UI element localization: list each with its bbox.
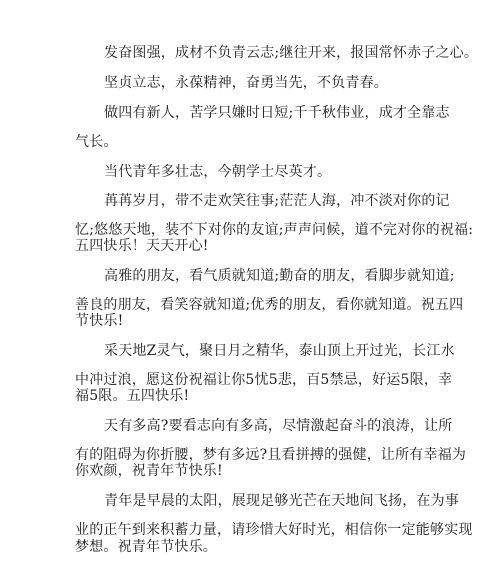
text-line: 高雅的朋友，看气质就知道;勤奋的朋友，看脚步就知道;	[104, 268, 455, 284]
text-line: 福5限。五四快乐!	[75, 388, 190, 404]
text-line: 天有多高?要看志向有多高，尽情激起奋斗的浪涛，让所	[104, 418, 453, 434]
text-line: 做四有新人，苦学只嫌时日短;千千秋伟业，成才全靠志	[104, 105, 450, 121]
text-line: 梦想。祝青年节快乐。	[75, 539, 217, 555]
text-line: 五四快乐！天天开心!	[75, 238, 209, 254]
text-line: 善良的朋友，看笑容就知道;优秀的朋友，看你就知道。祝五四	[75, 297, 464, 313]
text-line: 有的阻碍为你折腰，梦有多远?且看拼搏的强健，让所有幸福为	[75, 447, 467, 463]
text-line: 采天地Z灵气，聚日月之精华，泰山顶上开过光，长江水	[104, 343, 455, 359]
text-line: 中冲过浪，愿这份祝福让你5忧5悲，百5禁忌，好运5限，幸	[75, 372, 453, 388]
text-line: 当代青年多壮志，今朝学士尽英才。	[104, 164, 332, 180]
text-line: 发奋图强，成材不负青云志;继往开来，报国常怀赤子之心。	[104, 45, 479, 61]
text-line: 苒苒岁月，带不走欢笑往事;茫茫人海，冲不淡对你的记	[104, 193, 450, 209]
text-line: 坚贞立志，永葆精神，奋勇当先，不负青春。	[104, 75, 388, 91]
text-line: 节快乐!	[75, 313, 124, 329]
text-line: 气长。	[75, 134, 118, 150]
text-line: 你欢颜，祝青年节快乐!	[75, 463, 223, 479]
text-line: 青年是早晨的太阳，展现足够光芒在天地间飞扬，在为事	[104, 493, 459, 509]
text-line: 业的正午到来积蓄力量，请珍惜大好时光，相信你一定能够实现	[75, 522, 473, 538]
text-line: 忆;悠悠天地，装不下对你的友谊;声声问候，道不完对你的祝福:	[75, 222, 474, 238]
